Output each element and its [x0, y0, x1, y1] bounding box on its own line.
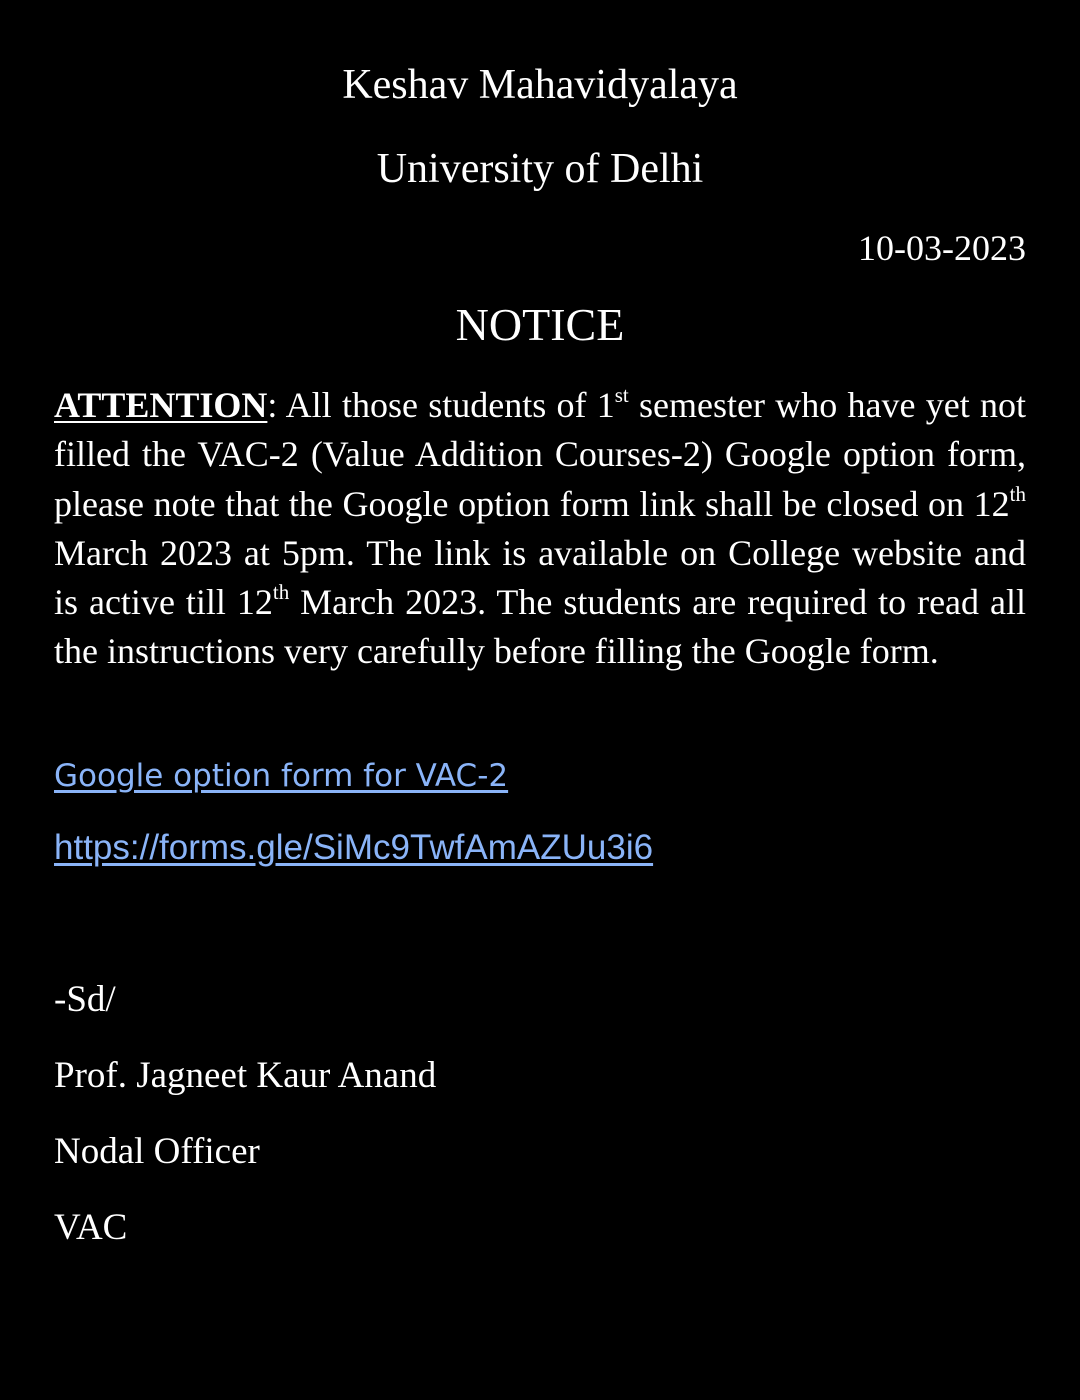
body-text-3: March 2023 at 5pm. The link is available on College website and is active till 12 — [54, 532, 1026, 623]
college-name: Keshav Mahavidyalaya — [342, 62, 738, 108]
ordinal-suffix-3: th — [272, 580, 290, 605]
notice-date: 10-03-2023 — [858, 228, 1026, 268]
body-text-2: semester who have yet not filled the VAC-2 (Value Addition Courses-2) Google option form, please note that the Google option form link shall be closed on 12 — [54, 385, 1027, 524]
university-name: University of Delhi — [376, 146, 704, 192]
form-label-link[interactable]: Google option form for VAC-2 — [54, 758, 509, 794]
signatory-role: Nodal Officer — [54, 1131, 260, 1172]
signatory-name: Prof. Jagneet Kaur Anand — [54, 1055, 437, 1096]
body-text-1: : All those students of 1 — [267, 385, 615, 425]
body-text-4: March 2023. The students are required to read all the instructions very carefully before filling the Google form. — [54, 582, 1026, 672]
signatory-department: VAC — [54, 1207, 128, 1248]
attention-label: ATTENTION — [54, 385, 268, 425]
notice-title: NOTICE — [455, 299, 625, 350]
signature-mark: -Sd/ — [54, 979, 116, 1020]
ordinal-suffix-2: th — [1009, 481, 1026, 506]
form-url-link[interactable]: https://forms.gle/SiMc9TwfAmAZUu3i6 — [54, 828, 654, 867]
notice-body — [54, 381, 1026, 677]
ordinal-suffix-1: st — [614, 383, 629, 407]
